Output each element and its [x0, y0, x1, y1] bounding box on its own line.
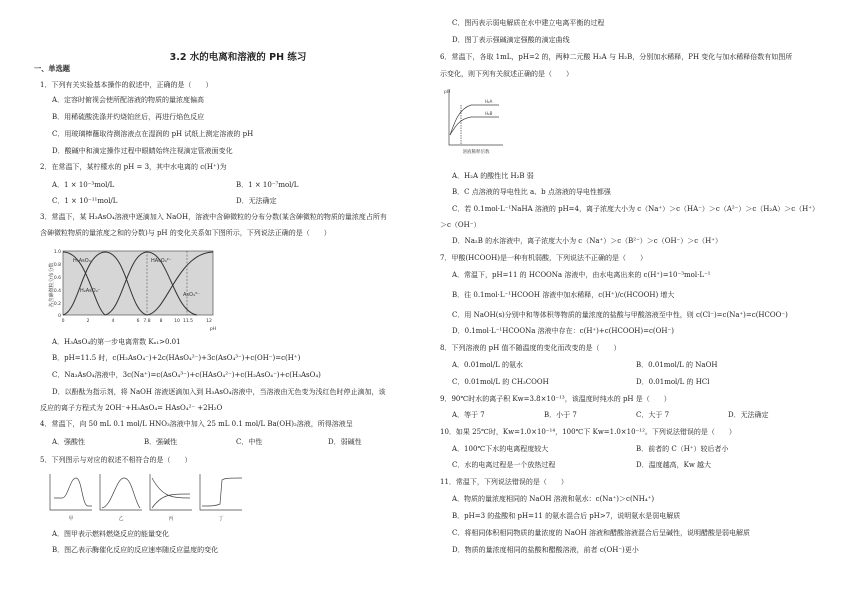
q8-option-a: A．0.01mol/L 的氨水	[452, 361, 523, 369]
q11-option-b: B．pH=3 的盐酸和 pH=11 的氨水混合后 pH>7，说明氨水是弱电解质	[452, 512, 681, 520]
section-heading: 一、单选题	[34, 64, 70, 73]
q7-option-a: A．常温下，pH=11 的 HCOONa 溶液中，由水电离出来的 c(H⁺)=10⁻³mol·L⁻¹	[452, 271, 711, 279]
fig-label: 丁	[218, 516, 224, 522]
q8-option-c: C．0.01mol/L 的 CH₃COOH	[452, 378, 549, 386]
q6-option-d: D．Na₂B 的水溶液中，离子浓度大小为 c（Na⁺）＞c（B²⁻）＞c（OH⁻）＞c（H⁺）	[452, 237, 722, 245]
chart-ylabel: 各含砷微粒分布分数	[49, 262, 55, 308]
species-label: H₂AsO₄⁻	[80, 288, 101, 294]
q1-option-a: A．定容时俯视会使所配溶液的物质的量浓度偏高	[52, 96, 205, 104]
q9-option-c: C．大于 7	[636, 411, 670, 419]
q4-option-c: C．中性	[236, 438, 263, 446]
q8-option-d: D．0.01mol/L 的 HCl	[636, 378, 710, 386]
q1-option-d: D．酸碱中和滴定操作过程中眼睛始终注视滴定管液面变化	[52, 147, 233, 155]
page-title: 3.2 水的电离和溶液的 PH 练习	[169, 52, 307, 63]
xtick: 4	[111, 319, 115, 324]
q7-option-d: D．0.1mol·L⁻¹HCOONa 溶液中存在：c(H⁺)+c(HCOOH)=c(OH⁻)	[452, 327, 674, 335]
fig-label: 乙	[118, 516, 124, 522]
xunit: pH	[209, 327, 217, 332]
q9-stem: 9．90℃时水的离子积 Kw=3.8×10⁻¹³，该温度时纯水的 pH 是（ ）	[440, 395, 671, 403]
q9-option-a: A．等于 7	[452, 411, 485, 419]
q4-option-a: A．强酸性	[52, 438, 86, 446]
q6-option-c-line1: C．若 0.1mol·L⁻¹NaHA 溶液的 pH=4，离子浓度大小为 c（Na⁺）＞c（HA⁻）＞c（A²⁻）＞c（H₂A）＞c（H⁺）	[452, 205, 819, 213]
arsenic-distribution-chart	[47, 245, 223, 333]
q5-option-c: C．图丙表示弱电解质在水中建立电离平衡的过程	[452, 19, 605, 27]
q3-option-d-line1: D．以酚酞为指示剂，将 NaOH 溶液逐滴加入到 H₃AsO₄溶液中，当溶液由无色变为浅红色时停止滴加，该	[52, 388, 386, 396]
xtick: 2	[86, 319, 90, 324]
q8-option-b: B．0.01mol/L 的 NaOH	[636, 361, 718, 369]
q10-option-d: D．温度越高，Kw 越大	[636, 461, 712, 469]
q2-option-a: A．1 × 10⁻³mol/L	[52, 181, 115, 189]
q6-stem-line1: 6．常温下，各取 1mL，pH=2 的，两种二元酸 H₂A 与 H₂B，分别加水稀释，PH 变化与加水稀释倍数有如图所	[440, 53, 793, 61]
xtick: 12	[206, 319, 212, 324]
q1-stem: 1．下列有关实验基本操作的叙述中，正确的是（ ）	[40, 81, 213, 89]
xtick: 7.8	[143, 319, 151, 324]
q11-option-a: A．物质的量浓度相同的 NaOH 溶液和氨水：c(Na⁺)＞c(NH₄⁺)	[452, 495, 655, 503]
series-label: H₂A	[485, 99, 493, 104]
species-label: AsO₄³⁻	[183, 292, 200, 298]
q7-option-b: B．往 0.1mol·L⁻¹HCOOH 溶液中加水稀释，c(H⁺)/c(HCOOH) 增大	[452, 291, 675, 299]
q8-stem: 8．下列溶液的 pH 值不随温度的变化而改变的是（ ）	[440, 344, 621, 352]
q5-option-d: D．图丁表示强碱滴定强酸的滴定曲线	[452, 36, 570, 44]
q4-option-d: D．弱碱性	[328, 438, 362, 446]
q2-stem: 2．在常温下，某柠檬水的 pH = 3，其中水电离的 c(H⁺)为	[40, 163, 227, 171]
q3-option-d-line2: 反应的离子方程式为 2OH⁻+H₃AsO₄= HAsO₄²⁻ +2H₂O	[40, 404, 223, 412]
fig-label: 丙	[168, 516, 174, 522]
q2-option-c: C．1 × 10⁻¹¹mol/L	[52, 197, 118, 205]
q11-stem: 11．常温下，下列说法错误的是（ ）	[440, 478, 568, 486]
q10-stem: 10．如果 25℃时，Kw=1.0×10⁻¹⁴，100℃下 Kw=1.0×10⁻¹²。下列说法错误的是（ ）	[440, 428, 736, 436]
q5-option-b: B．图乙表示酶催化反应的反应速率随反应温度的变化	[52, 546, 219, 554]
ytick: 0.2	[53, 302, 61, 307]
species-label: HAsO₄²⁻	[151, 258, 172, 264]
q6-option-a: A．H₂A 的酸性比 H₂B 弱	[452, 172, 534, 180]
q2-option-b: B．1 × 10⁻⁷mol/L	[236, 181, 299, 189]
ytick: 0	[58, 314, 61, 319]
q6-stem-line2: 示变化，则下列有关叙述正确的是（ ）	[440, 70, 573, 78]
curve-h2b	[450, 117, 499, 135]
q3-option-c: C．Na₃AsO₄溶液中，3c(Na⁺)=c(AsO₄³⁻)+c(HAsO₄²⁻)+c(H₂AsO₄⁻)+c(H₃AsO₄)	[52, 371, 321, 379]
q5-option-a: A．图甲表示燃料燃烧反应的能量变化	[52, 530, 170, 538]
q6-option-b: B．C 点溶液的导电性比 a、b 点溶液的导电性都强	[452, 188, 611, 196]
xtick: 6	[136, 319, 140, 324]
xtick: 0	[61, 319, 65, 324]
q10-option-a: A．100℃下水的电离程度较大	[452, 445, 549, 453]
q3-option-b: B．pH=11.5 时，c(H₂AsO₄⁻)+2c(HAsO₄²⁻)+3c(AsO₄³⁻)+c(OH⁻)=c(H⁺)	[52, 354, 301, 362]
q4-option-b: B．强碱性	[144, 438, 178, 446]
xtick: 10	[174, 319, 180, 324]
q6-option-c-line2: ＞c（OH⁻）	[440, 221, 481, 229]
q10-option-b: B．前者的 C（H⁺）较后者小	[636, 445, 729, 453]
ytick: 1.0	[53, 250, 61, 255]
q11-option-c: C．将相同体积相同物质的量浓度的 NaOH 溶液和醋酸溶液混合后呈碱性，说明醋酸是弱电解质	[452, 529, 750, 537]
q3-stem-line1: 3．常温下，某 H₃AsO₄溶液中逐滴加入 NaOH，溶液中含砷微粒的分布分数(某含砷微粒的物质的量浓度占所有	[40, 213, 387, 221]
q7-stem: 7．甲酸(HCOOH)是一种有机弱酸，下列说法不正确的是（ ）	[440, 254, 647, 262]
q1-option-c: C．用玻璃棒蘸取待测溶液点在湿润的 pH 试纸上测定溶液的 pH	[52, 130, 254, 138]
curve-h2a	[450, 105, 499, 135]
q5-figures	[46, 470, 246, 524]
q3-option-a: A．H₃AsO₄的第一步电离常数 Kₐ₁>0.01	[52, 338, 181, 346]
dilution-ph-figure	[441, 85, 505, 157]
xtick: 8	[159, 319, 163, 324]
q9-option-b: B．小于 7	[544, 411, 577, 419]
xtick: 11.5	[182, 319, 194, 324]
q7-option-c: C．用 NaOH(s)分别中和等体积等物质的量浓度的盐酸与甲酸溶液至中性，则 c(Cl⁻)=c(Na⁺)=c(HCOO⁻)	[452, 311, 788, 319]
ytick: 0.4	[53, 289, 61, 294]
q9-option-d: D．无法确定	[728, 411, 769, 419]
fig-ylabel: pH	[444, 90, 451, 95]
series-label: H₂B	[485, 111, 493, 116]
fig-xlabel: 溶液稀释倍数	[462, 150, 490, 155]
q3-stem-line2: 含砷微粒物质的量浓度之和的分数)与 pH 的变化关系如下图所示，下列说法正确的是（ ）	[40, 229, 331, 237]
species-label: H₃AsO₄	[73, 258, 91, 264]
q2-option-d: D．无法确定	[236, 197, 277, 205]
q11-option-d: D．物质的量浓度相同的盐酸和醋酸溶液，前者 c(OH⁻)更小	[452, 546, 639, 554]
q5-stem: 5．下列图示与对应的叙述不相符合的是（ ）	[40, 456, 192, 464]
q1-option-b: B．用稀硫酸洗涤并灼烧铂丝后，再进行焰色反应	[52, 113, 205, 121]
q10-option-c: C．水的电离过程是一个放热过程	[452, 461, 556, 469]
ytick: 0.8	[53, 263, 61, 268]
q4-stem: 4．常温下，向 50 mL 0.1 mol/L HNO₃溶液中加入 25 mL 0.1 mol/L Ba(OH)₂溶液，所得溶液呈	[40, 420, 353, 428]
fig-label: 甲	[68, 516, 74, 522]
ytick: 0.6	[53, 276, 61, 281]
